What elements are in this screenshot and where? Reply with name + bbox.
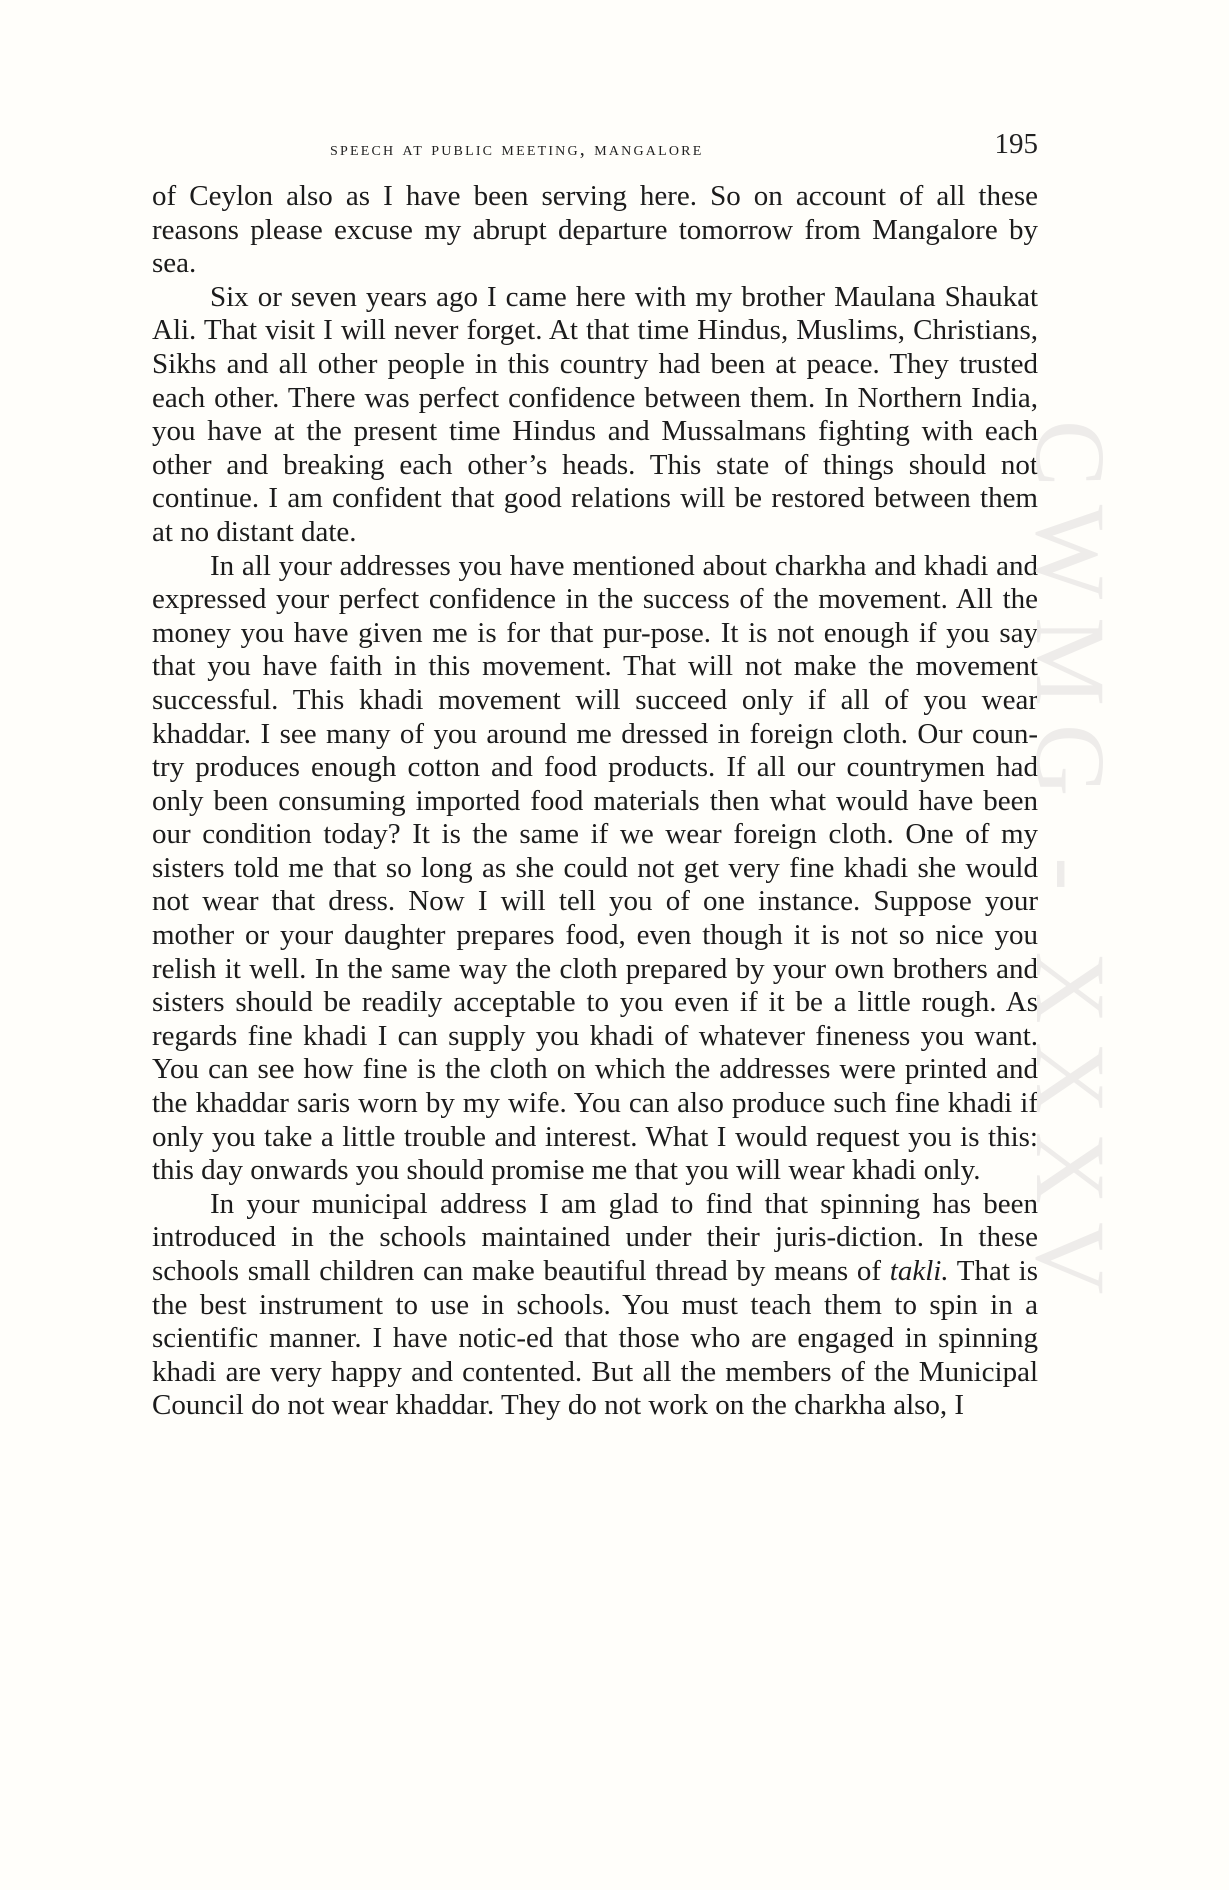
body-text <box>152 180 1038 1423</box>
paragraph-municipal-address <box>152 1188 1038 1423</box>
text-after-italic: That is the best instrument to use in schools. You must teach them to spin in a scientific manner. I have notic-ed that those who are engaged in spinning khadi are very happy and contented. But all the members of the Municipal Council do not wear khaddar. They do not work on the charkha also, I <box>152 1255 1038 1422</box>
page-number: 195 <box>994 128 1038 160</box>
running-title: speech at public meeting, mangalore <box>330 138 704 160</box>
italic-term-takli: takli. <box>889 1255 949 1287</box>
paragraph-continued: of Ceylon also as I have been serving here. So on account of all these reasons please excuse my abrupt departure tomorrow from Mangalore by sea. <box>152 180 1038 280</box>
watermark-text: CWMG - XXXV <box>1015 420 1126 1313</box>
text-before-italic: In your municipal address I am glad to find that spinning has been introduced in the schools maintained under their juris-diction. In these schools small children can make beautiful thread by means of <box>152 1187 1038 1287</box>
watermark <box>1015 420 1135 1480</box>
paragraph-visit: Six or seven years ago I came here with my brother Maulana Shaukat Ali. That visit I will never forget. At that time Hindus, Muslims, Christians, Sikhs and all other people in this country had been at peace. They trusted each other. There was perfect confidence between them. In Northern India, you have at the present time Hindus and Mussalmans fighting with each other and breaking each other’s heads. This state of things should not continue. I am confident that good relations will be restored between them at no distant date. <box>152 280 1038 548</box>
paragraph-khadi-movement: In all your addresses you have mentioned about charkha and khadi and expressed your perfect confidence in the success of the movement. All the money you have given me is for that pur-pose. It is not enough if you say that you have faith in this movement. That will not make the movement successful. This khadi movement will succeed only if all of you wear khaddar. I see many of you around me dressed in foreign cloth. Our coun-try produces enough cotton and food products. If all our countrymen had only been consuming imported food materials then what would have been our condition today? It is the same if we wear foreign cloth. One of my sisters told me that so long as she could not get very fine khadi she would not wear that dress. Now I will tell you of one instance. Suppose your mother or your daughter prepares food, even though it is not so nice you relish it well. In the same way the cloth prepared by your own brothers and sisters should be readily acceptable to you even if it be a little rough. As regards fine khadi I can supply you khadi of whatever fineness you want. You can see how fine is the cloth on which the addresses were printed and the khaddar saris worn by my wife. You can also produce such fine khadi if only you take a little trouble and interest. What I would request you is this: this day onwards you should promise me that you will wear khadi only. <box>152 549 1038 1187</box>
page-header <box>152 126 1038 166</box>
